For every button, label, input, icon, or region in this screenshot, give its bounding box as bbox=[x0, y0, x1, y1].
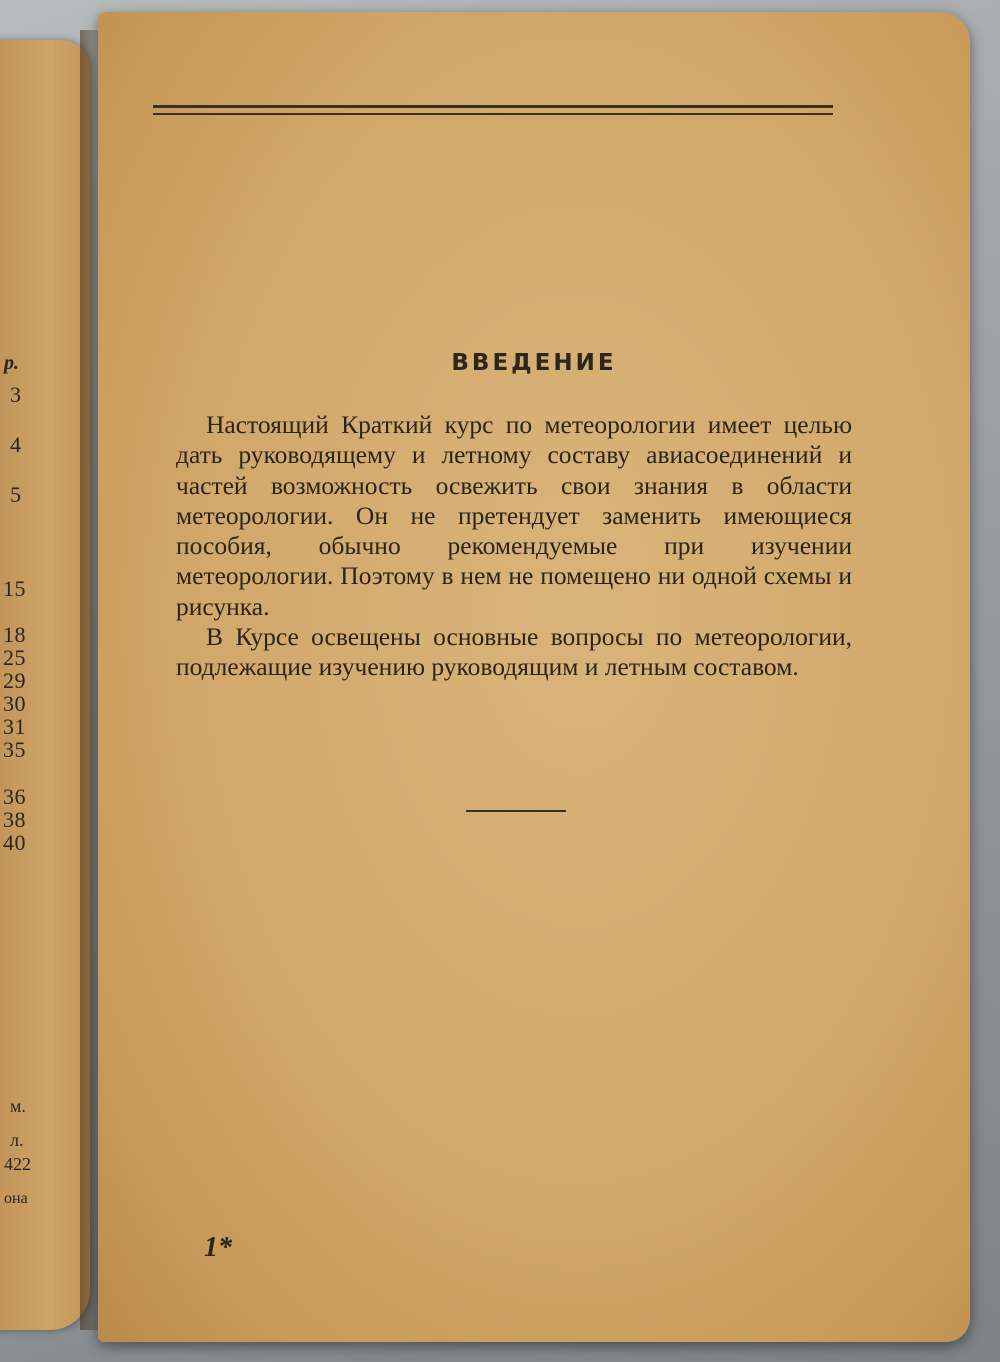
toc-page-number: 15 bbox=[3, 576, 26, 601]
body-text bbox=[176, 410, 852, 683]
imprint-fragment: л. bbox=[10, 1130, 24, 1150]
toc-page-number: 40 bbox=[3, 830, 26, 855]
header-rule-thin bbox=[153, 113, 833, 115]
imprint-fragment: она bbox=[4, 1190, 28, 1207]
toc-page-number: 31 bbox=[3, 714, 26, 739]
toc-page-number: 18 bbox=[3, 622, 26, 647]
page-title: ВВЕДЕНИЕ bbox=[451, 350, 617, 376]
toc-page-number: 25 bbox=[3, 645, 26, 670]
imprint-fragment: 422 bbox=[4, 1154, 31, 1174]
toc-page-number: 30 bbox=[3, 691, 26, 716]
toc-page-number: 36 bbox=[3, 784, 26, 809]
section-end-rule bbox=[466, 810, 566, 812]
toc-page-number: 29 bbox=[3, 668, 26, 693]
toc-header-fragment: р. bbox=[4, 352, 19, 374]
imprint-fragment: м. bbox=[10, 1096, 26, 1116]
signature-mark: 1* bbox=[204, 1232, 232, 1263]
paragraph: Настоящий Краткий курс по метеорологии имеет целью дать руководящему и летному составу авиасоединений и частей возможность освежить свои знания в области метеорологии. Он не претендует заменить имеющиеся пособия, обычно рекомендуемые при изучении метеорологии. Поэтому в нем не помещено ни одной схемы и рисунка. bbox=[176, 410, 852, 621]
header-rule-thick bbox=[153, 105, 833, 108]
toc-page-number: 4 bbox=[10, 432, 22, 457]
toc-page-number: 5 bbox=[10, 482, 22, 507]
book-page bbox=[98, 12, 970, 1342]
toc-page-number: 3 bbox=[10, 382, 22, 407]
toc-page-number: 38 bbox=[3, 807, 26, 832]
toc-page-number: 35 bbox=[3, 737, 26, 762]
paragraph: В Курсе освещены основные вопросы по метеорологии, подлежащие изучению руководящим и летным составом. bbox=[176, 622, 852, 682]
previous-page bbox=[0, 40, 90, 1330]
